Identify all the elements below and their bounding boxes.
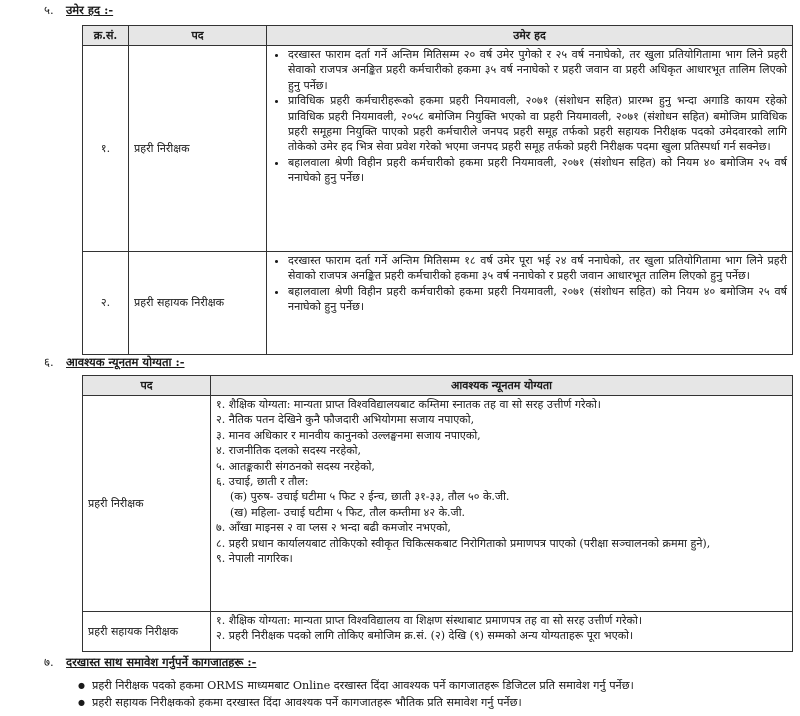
list-item: ५. आतङ्ककारी संगठनको सदस्य नरहेको, <box>216 459 375 473</box>
list-item: ● प्रहरी निरीक्षक पदको हकमा ORMS माध्यमबाट Online दरखास्त दिंदा आवश्यक पर्ने कागजातहरू डिजिटल प्रति समावेश गर्नु पर्नेछ। <box>78 677 778 694</box>
table-header-row <box>83 376 793 396</box>
section-6-number: ६. <box>44 355 54 369</box>
table-row <box>83 612 793 652</box>
list-item: • बहालवाला श्रेणी विहीन प्रहरी कर्मचारीको हकमा प्रहरी नियमावली, २०७१ (संशोधन सहित) को नियम ४० बमोजिम २५ वर्ष ननाघेको हुनु पर्नेछ। <box>288 155 787 186</box>
list-item: ९. नेपाली नागरिक। <box>216 552 293 566</box>
list-item: ६. उचाई, छाती र तौल: <box>216 475 309 489</box>
list-item: ३. मानव अधिकार र मानवीय कानुनको उल्लङ्घनमा सजाय नपाएको, <box>216 428 481 442</box>
header-qualification: आवश्यक न्यूनतम योग्यता <box>211 376 793 396</box>
row-post: प्रहरी निरीक्षक <box>83 396 211 612</box>
section-5-heading <box>44 3 113 18</box>
table-row <box>83 396 793 612</box>
list-item: १. शैक्षिक योग्यता: मान्यता प्राप्त विश्वविद्यालयबाट कम्तिमा स्नातक तह वा सो सरह उत्तीर्ण गरेको। <box>216 398 601 411</box>
section-7-number: ७. <box>44 655 54 669</box>
list-item: • दरखास्त फाराम दर्ता गर्ने अन्तिम मितिसम्म १८ वर्ष उमेर पूरा भई २४ वर्ष ननाघेको, तर खुला प्रतियोगितामा भाग लिने प्रहरी सेवाको राजपत्र अनङ्कित प्रहरी कर्मचारीको हकमा ३५ वर्ष ननाघेको र प्रहरी जवान आधारभूत तालिम लिएको हुनु पर्नेछ। <box>288 253 787 284</box>
list-item: ४. राजनीतिक दलको सदस्य नरहेको, <box>216 444 362 458</box>
row-post: प्रहरी सहायक निरीक्षक <box>129 252 267 355</box>
list-item: ● प्रहरी सहायक निरीक्षकको हकमा दरखास्त दिंदा आवश्यक पर्ने कागजातहरू भौतिक प्रति समावेश गर्नु पर्नेछ। <box>78 694 778 711</box>
list-item: • दरखास्त फाराम दर्ता गर्ने अन्तिम मितिसम्म २० वर्ष उमेर पुगेको र २५ वर्ष ननाघेको, तर खुला प्रतियोगितामा भाग लिने प्रहरी सेवाको राजपत्र अनङ्कित प्रहरी कर्मचारीको हकमा ३५ वर्ष ननाघेको र प्रहरी जवान वा प्रहरी अधिकृत आधारभूत तालिम लिएको हुनु पर्नेछ। <box>288 47 787 93</box>
row-qualification <box>211 612 793 652</box>
list-item: ८. प्रहरी प्रधान कार्यालयबाट तोकिएको स्वीकृत चिकित्सकबाट निरोगिताको प्रमाणपत्र पाएको (परीक्षा सञ्चालनको क्रममा हुने), <box>216 536 711 550</box>
list-item: २. प्रहरी निरीक्षक पदको लागि तोकिए बमोजिम क्र.सं. (२) देखि (९) सम्मको अन्य योग्यताहरू पूरा भएको। <box>216 629 634 643</box>
section-6-heading <box>44 355 185 370</box>
section-7-heading <box>44 655 256 670</box>
row-post: प्रहरी सहायक निरीक्षक <box>83 612 211 652</box>
row-qualification <box>211 396 793 612</box>
list-item: २. नैतिक पतन देखिने कुनै फौजदारी अभियोगमा सजाय नपाएको, <box>216 413 475 427</box>
section-7-title: दरखास्त साथ समावेश गर्नुपर्ने कागजातहरू :- <box>66 655 257 669</box>
header-age-limit: उमेर हद <box>267 26 793 46</box>
row-age-criteria <box>267 46 793 252</box>
row-serial: २. <box>83 252 129 355</box>
table-header-row <box>83 26 793 46</box>
section-5-title: उमेर हद :- <box>66 3 114 17</box>
row-age-criteria <box>267 252 793 355</box>
list-item: • प्राविधिक प्रहरी कर्मचारीहरूको हकमा प्रहरी नियमावली, २०७१ (संशोधन सहित) प्रारम्भ हुनु भन्दा अगाडि कायम रहेको प्राविधिक प्रहरी नियमावली, २०५८ बमोजिम नियुक्ति भएको वा प्रहरी नियमावली, २०७१ (संशोधन सहित) बमोजिम प्राविधिक प्रहरी समूहमा नियुक्ति पाएको प्रहरी कर्मचारीले जनपद प्रहरी समूह तर्फको प्रहरी सहायक निरीक्षक पदको उमेदवारको लागि तोकेको उमेर हद भित्र सेवा प्रवेश गरेको भएमा जनपद प्रहरी समूह तर्फको प्रहरी निरीक्षक पदमा खुला प्रतिस्पर्धा गर्न सक्नेछ। <box>288 93 787 155</box>
header-post: पद <box>83 376 211 396</box>
list-item: (क) पुरुष- उचाई घटीमा ५ फिट २ ईन्च, छाती ३१-३३, तौल ५० के.जी. <box>230 490 510 504</box>
list-item: ७. आँखा माइनस २ वा प्लस २ भन्दा बढी कमजोर नभएको, <box>216 521 451 535</box>
age-limit-table <box>82 25 793 355</box>
row-post: प्रहरी निरीक्षक <box>129 46 267 252</box>
header-serial: क्र.सं. <box>83 26 129 46</box>
header-post: पद <box>129 26 267 46</box>
section-5-number: ५. <box>44 3 54 17</box>
documents-list <box>78 677 778 711</box>
qualification-table <box>82 375 793 652</box>
list-item: (ख) महिला- उचाई घटीमा ५ फिट, तौल कम्तीमा ४२ के.जी. <box>230 505 466 519</box>
list-item: १. शैक्षिक योग्यता: मान्यता प्राप्त विश्वविद्यालय वा शिक्षण संस्थाबाट प्रमाणपत्र तह वा सो सरह उत्तीर्ण गरेको। <box>216 614 642 627</box>
table-row <box>83 46 793 252</box>
list-item: • बहालवाला श्रेणी विहीन प्रहरी कर्मचारीको हकमा प्रहरी नियमावली, २०७१ (संशोधन सहित) को नियम ४० बमोजिम २५ वर्ष ननाघेको हुनु पर्नेछ। <box>288 284 787 315</box>
section-6-title: आवश्यक न्यूनतम योग्यता :- <box>66 355 185 369</box>
row-serial: १. <box>83 46 129 252</box>
table-row <box>83 252 793 355</box>
